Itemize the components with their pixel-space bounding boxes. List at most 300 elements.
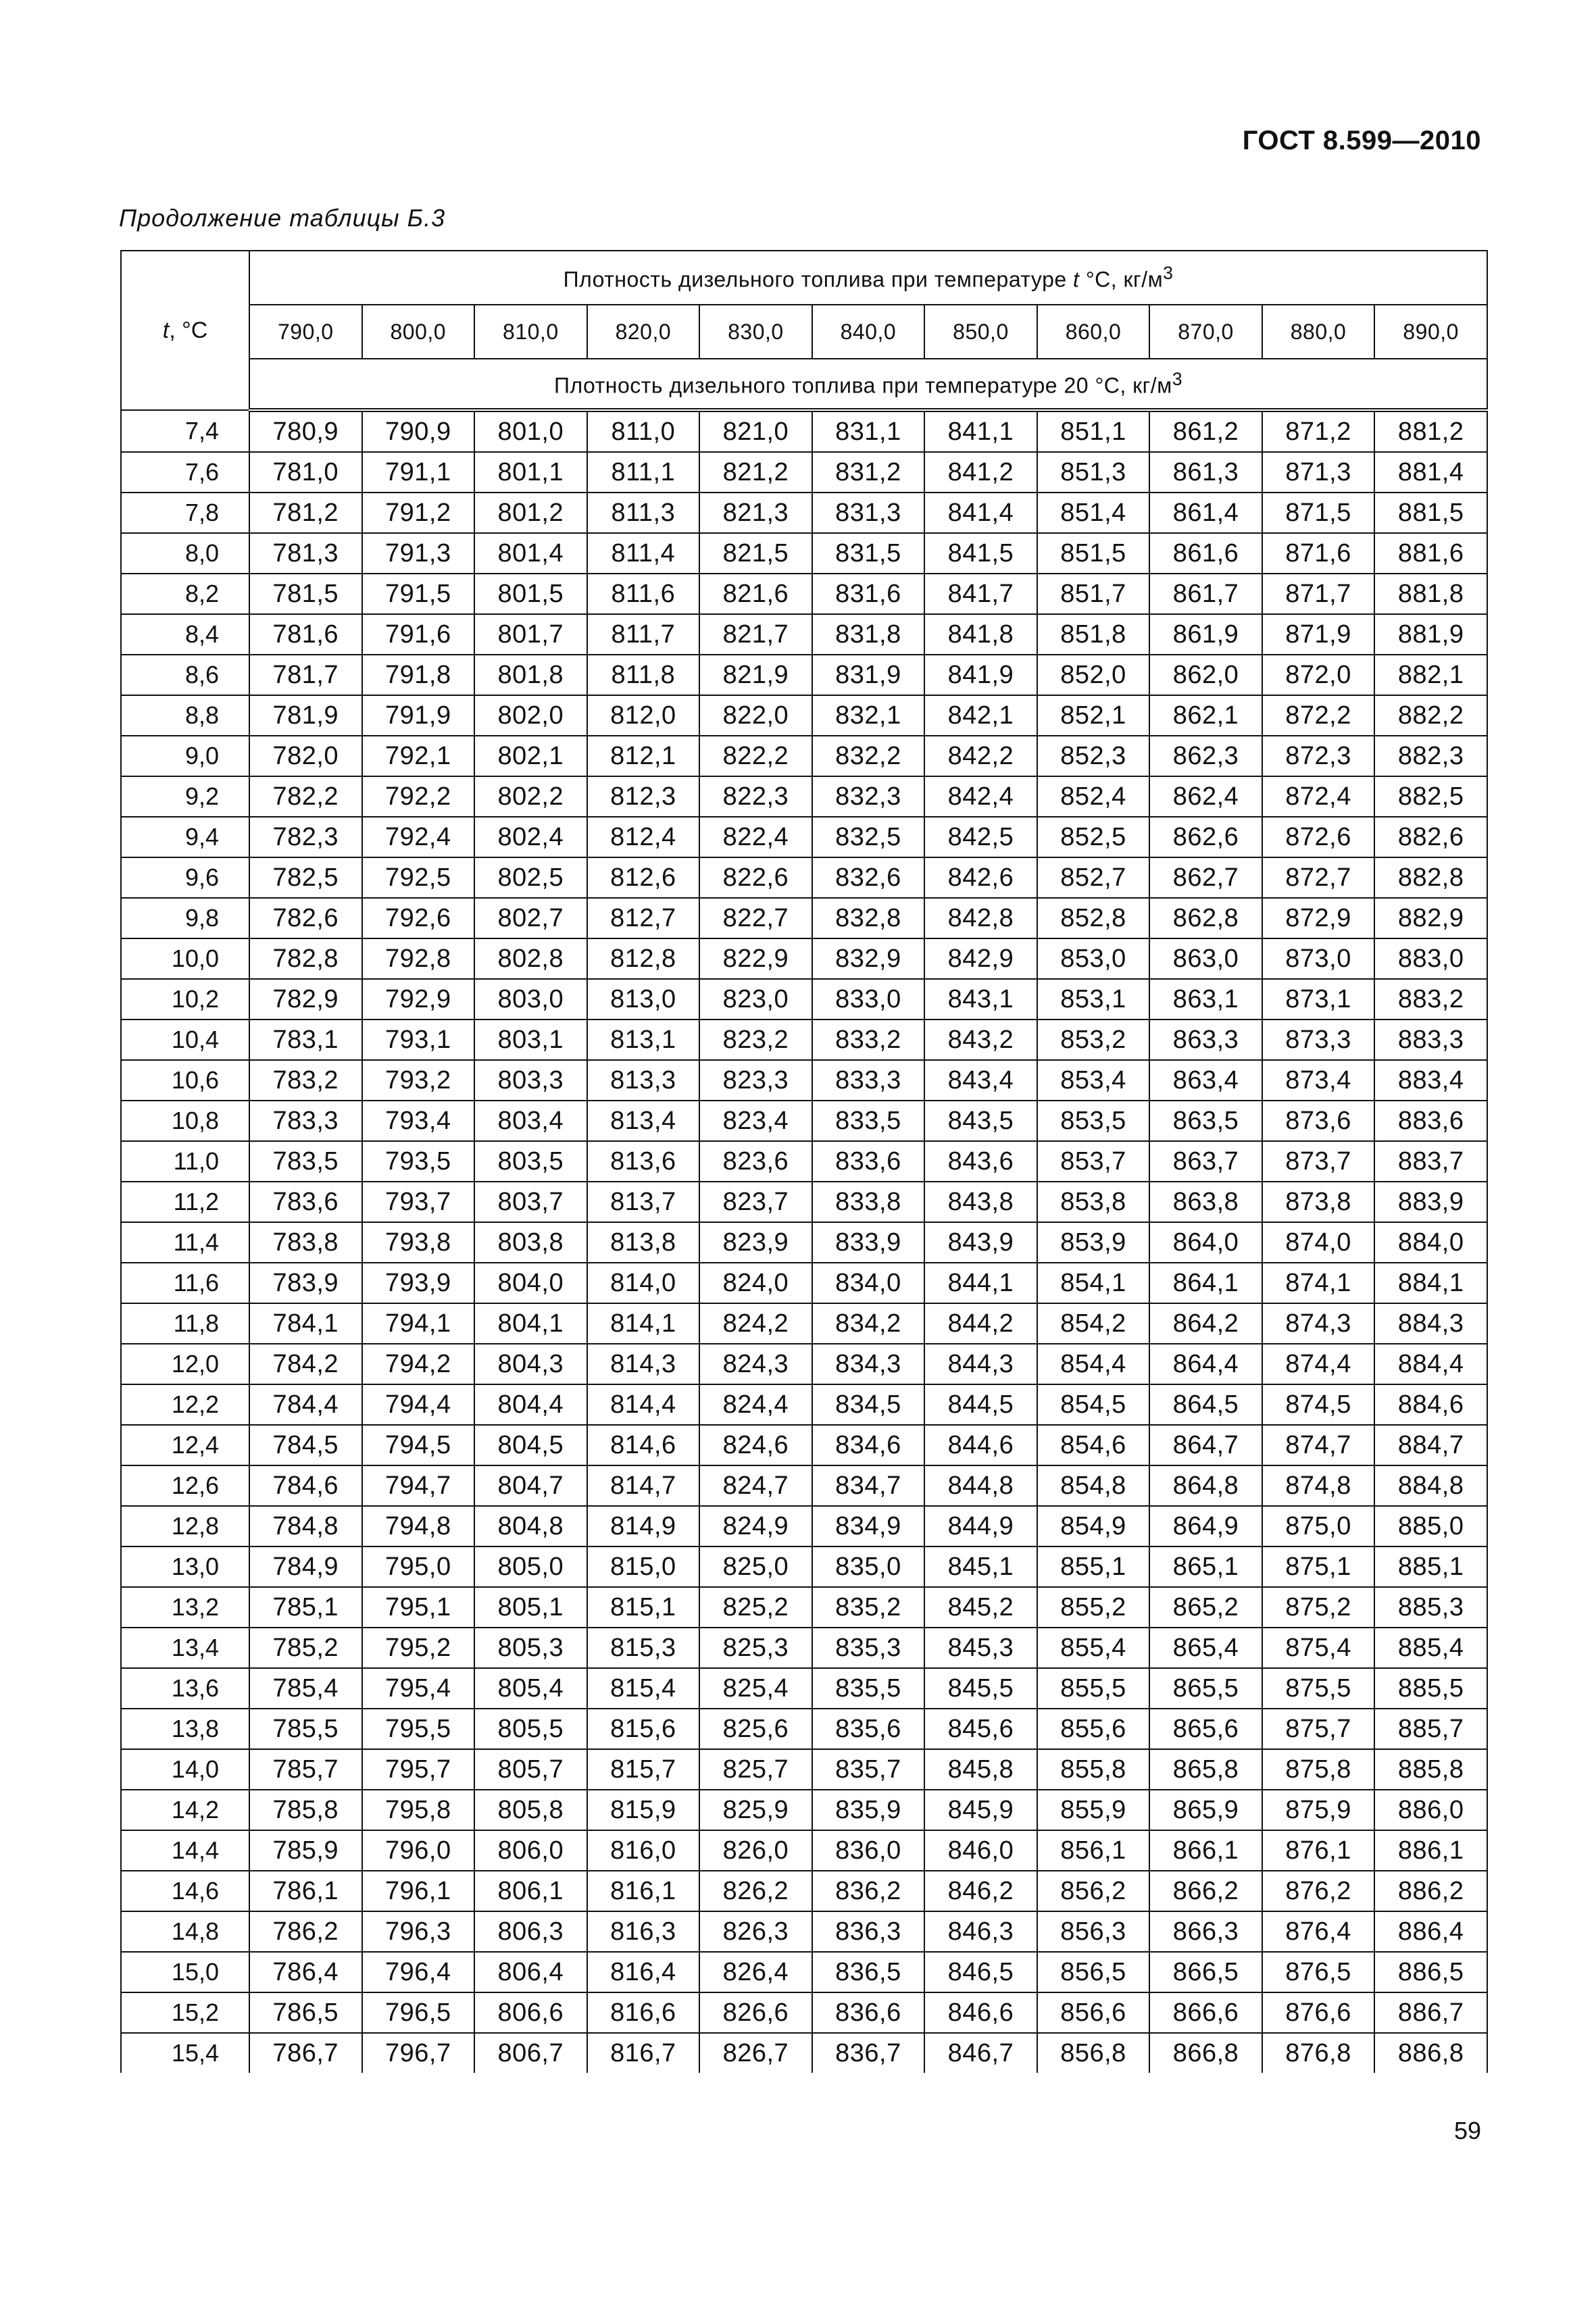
density-cell: 881,9: [1374, 614, 1487, 655]
density-cell: 883,9: [1374, 1182, 1487, 1222]
density-columns-row: [121, 305, 1487, 359]
density-cell: 842,4: [924, 776, 1037, 817]
density-cell: 806,7: [474, 2033, 587, 2073]
density-cell: 812,0: [587, 695, 700, 736]
temperature-cell: 15,4: [121, 2033, 249, 2073]
density-cell: 783,1: [249, 1020, 362, 1060]
document-code: ГОСТ 8.599—2010: [1242, 126, 1481, 155]
density-cell: 833,5: [812, 1101, 925, 1141]
density-cell: 862,6: [1149, 817, 1262, 857]
density-cell: 883,2: [1374, 979, 1487, 1020]
density-cell: 845,5: [924, 1668, 1037, 1709]
table-row: [121, 1749, 1487, 1790]
table-row: [121, 1871, 1487, 1911]
temperature-cell: 12,0: [121, 1344, 249, 1384]
density-cell: 786,1: [249, 1871, 362, 1911]
table-row: [121, 1587, 1487, 1628]
density-cell: 862,7: [1149, 857, 1262, 898]
density-cell: 886,7: [1374, 1992, 1487, 2033]
density-cell: 785,5: [249, 1709, 362, 1749]
density-cell: 791,5: [362, 574, 475, 614]
density-cell: 832,6: [812, 857, 925, 898]
density-cell: 811,6: [587, 574, 700, 614]
density-cell: 794,8: [362, 1506, 475, 1546]
density-cell: 876,2: [1262, 1871, 1375, 1911]
density-cell: 831,1: [812, 410, 925, 452]
density-cell: 825,0: [699, 1546, 812, 1587]
density-cell: 811,3: [587, 493, 700, 533]
density-cell: 855,2: [1037, 1587, 1150, 1628]
density-cell: 796,1: [362, 1871, 475, 1911]
density-cell: 865,5: [1149, 1668, 1262, 1709]
density-cell: 854,6: [1037, 1425, 1150, 1465]
page-number: 59: [1453, 2117, 1481, 2144]
density-cell: 793,2: [362, 1060, 475, 1101]
density-cell: 835,0: [812, 1546, 925, 1587]
density-cell: 812,3: [587, 776, 700, 817]
density-column-header: 800,0: [362, 305, 475, 359]
density-cell: 783,3: [249, 1101, 362, 1141]
density-cell: 842,5: [924, 817, 1037, 857]
density-cell: 794,5: [362, 1425, 475, 1465]
density-cell: 856,1: [1037, 1830, 1150, 1871]
table-row: [121, 736, 1487, 776]
density-cell: 805,5: [474, 1709, 587, 1749]
density-cell: 856,5: [1037, 1952, 1150, 1992]
density-cell: 883,6: [1374, 1101, 1487, 1141]
density-cell: 834,0: [812, 1263, 925, 1303]
density-cell: 852,3: [1037, 736, 1150, 776]
density-cell: 802,5: [474, 857, 587, 898]
density-cell: 792,9: [362, 979, 475, 1020]
density-cell: 825,3: [699, 1628, 812, 1668]
density-cell: 862,3: [1149, 736, 1262, 776]
table-row: [121, 655, 1487, 695]
density-column-header: 810,0: [474, 305, 587, 359]
density-cell: 861,2: [1149, 410, 1262, 452]
density-cell: 871,5: [1262, 493, 1375, 533]
density-cell: 884,0: [1374, 1222, 1487, 1263]
temperature-cell: 14,2: [121, 1790, 249, 1830]
table-row: [121, 1952, 1487, 1992]
density-cell: 812,1: [587, 736, 700, 776]
density-cell: 821,0: [699, 410, 812, 452]
density-cell: 823,9: [699, 1222, 812, 1263]
temperature-cell: 12,4: [121, 1425, 249, 1465]
table-row: [121, 695, 1487, 736]
density-cell: 844,2: [924, 1303, 1037, 1344]
density-cell: 780,9: [249, 410, 362, 452]
density-cell: 863,3: [1149, 1020, 1262, 1060]
density-cell: 836,5: [812, 1952, 925, 1992]
temperature-cell: 14,4: [121, 1830, 249, 1871]
density-cell: 842,6: [924, 857, 1037, 898]
density-cell: 844,3: [924, 1344, 1037, 1384]
density-cell: 804,7: [474, 1465, 587, 1506]
density-cell: 791,1: [362, 452, 475, 493]
temperature-cell: 10,8: [121, 1101, 249, 1141]
table-row: [121, 1141, 1487, 1182]
density-cell: 846,6: [924, 1992, 1037, 2033]
density-column-header: 880,0: [1262, 305, 1375, 359]
density-cell: 804,5: [474, 1425, 587, 1465]
density-cell: 835,6: [812, 1709, 925, 1749]
density-cell: 822,7: [699, 898, 812, 938]
density-cell: 832,2: [812, 736, 925, 776]
density-at-t-header: Плотность дизельного топлива при температуре t °С, $кг/м^3$: [249, 251, 1487, 305]
temperature-cell: 13,2: [121, 1587, 249, 1628]
density-cell: 811,1: [587, 452, 700, 493]
density-cell: 811,0: [587, 410, 700, 452]
density-cell: 841,5: [924, 533, 1037, 574]
density-cell: 825,6: [699, 1709, 812, 1749]
density-cell: 875,2: [1262, 1587, 1375, 1628]
density-cell: 781,2: [249, 493, 362, 533]
density-cell: 784,2: [249, 1344, 362, 1384]
density-cell: 813,8: [587, 1222, 700, 1263]
density-cell: 872,6: [1262, 817, 1375, 857]
density-cell: 884,6: [1374, 1384, 1487, 1425]
density-cell: 846,2: [924, 1871, 1037, 1911]
temperature-cell: 8,2: [121, 574, 249, 614]
density-cell: 831,9: [812, 655, 925, 695]
density-cell: 822,4: [699, 817, 812, 857]
density-cell: 865,8: [1149, 1749, 1262, 1790]
density-cell: 806,6: [474, 1992, 587, 2033]
temperature-cell: 8,0: [121, 533, 249, 574]
density-cell: 854,2: [1037, 1303, 1150, 1344]
density-cell: 803,7: [474, 1182, 587, 1222]
density-cell: 882,5: [1374, 776, 1487, 817]
density-cell: 821,3: [699, 493, 812, 533]
density-cell: 816,7: [587, 2033, 700, 2073]
density-cell: 834,6: [812, 1425, 925, 1465]
density-cell: 812,8: [587, 938, 700, 979]
density-cell: 796,7: [362, 2033, 475, 2073]
density-cell: 843,9: [924, 1222, 1037, 1263]
density-cell: 823,7: [699, 1182, 812, 1222]
density-cell: 833,0: [812, 979, 925, 1020]
density-cell: 862,1: [1149, 695, 1262, 736]
density-cell: 875,9: [1262, 1790, 1375, 1830]
table-row: [121, 1668, 1487, 1709]
density-cell: 801,1: [474, 452, 587, 493]
table-row: [121, 410, 1487, 452]
density-cell: 852,7: [1037, 857, 1150, 898]
density-cell: 782,6: [249, 898, 362, 938]
temperature-cell: 13,8: [121, 1709, 249, 1749]
density-cell: 864,5: [1149, 1384, 1262, 1425]
density-cell: 795,2: [362, 1628, 475, 1668]
density-cell: 821,9: [699, 655, 812, 695]
density-cell: 873,1: [1262, 979, 1375, 1020]
temperature-cell: 11,2: [121, 1182, 249, 1222]
density-cell: 886,0: [1374, 1790, 1487, 1830]
density-cell: 833,3: [812, 1060, 925, 1101]
density-cell: 873,4: [1262, 1060, 1375, 1101]
density-cell: 801,7: [474, 614, 587, 655]
density-cell: 864,0: [1149, 1222, 1262, 1263]
density-column-header: 790,0: [249, 305, 362, 359]
density-cell: 875,1: [1262, 1546, 1375, 1587]
table-row: [121, 1060, 1487, 1101]
density-cell: 783,9: [249, 1263, 362, 1303]
density-cell: 885,3: [1374, 1587, 1487, 1628]
density-cell: 864,8: [1149, 1465, 1262, 1506]
density-cell: 814,9: [587, 1506, 700, 1546]
density-cell: 874,3: [1262, 1303, 1375, 1344]
density-cell: 846,7: [924, 2033, 1037, 2073]
density-cell: 792,4: [362, 817, 475, 857]
density-cell: 853,1: [1037, 979, 1150, 1020]
density-cell: 881,4: [1374, 452, 1487, 493]
density-cell: 835,3: [812, 1628, 925, 1668]
table-row: [121, 574, 1487, 614]
density-cell: 805,0: [474, 1546, 587, 1587]
temperature-cell: 10,0: [121, 938, 249, 979]
density-cell: 786,7: [249, 2033, 362, 2073]
density-cell: 874,7: [1262, 1425, 1375, 1465]
density-cell: 864,9: [1149, 1506, 1262, 1546]
density-cell: 846,5: [924, 1952, 1037, 1992]
table-row: [121, 898, 1487, 938]
table-row: [121, 857, 1487, 898]
density-cell: 834,5: [812, 1384, 925, 1425]
density-cell: 794,4: [362, 1384, 475, 1425]
density-cell: 855,1: [1037, 1546, 1150, 1587]
density-cell: 881,8: [1374, 574, 1487, 614]
table-header: [121, 251, 1487, 410]
table-row: [121, 1546, 1487, 1587]
density-cell: 881,6: [1374, 533, 1487, 574]
density-cell: 862,0: [1149, 655, 1262, 695]
density-cell: 886,8: [1374, 2033, 1487, 2073]
density-cell: 801,8: [474, 655, 587, 695]
density-cell: 861,7: [1149, 574, 1262, 614]
density-cell: 874,1: [1262, 1263, 1375, 1303]
density-cell: 844,6: [924, 1425, 1037, 1465]
density-cell: 786,2: [249, 1911, 362, 1952]
density-cell: 872,2: [1262, 695, 1375, 736]
density-cell: 854,1: [1037, 1263, 1150, 1303]
density-cell: 886,2: [1374, 1871, 1487, 1911]
table-row: [121, 1830, 1487, 1871]
density-cell: 794,1: [362, 1303, 475, 1344]
density-column-header: 840,0: [812, 305, 925, 359]
density-cell: 803,0: [474, 979, 587, 1020]
temperature-cell: 11,0: [121, 1141, 249, 1182]
temperature-cell: 13,0: [121, 1546, 249, 1587]
density-cell: 853,4: [1037, 1060, 1150, 1101]
density-cell: 791,6: [362, 614, 475, 655]
density-cell: 781,3: [249, 533, 362, 574]
density-cell: 876,5: [1262, 1952, 1375, 1992]
density-cell: 866,2: [1149, 1871, 1262, 1911]
temperature-cell: 8,6: [121, 655, 249, 695]
density-column-header: 870,0: [1149, 305, 1262, 359]
density-cell: 874,8: [1262, 1465, 1375, 1506]
temperature-cell: 13,4: [121, 1628, 249, 1668]
density-cell: 842,9: [924, 938, 1037, 979]
density-cell: 804,4: [474, 1384, 587, 1425]
density-cell: 873,3: [1262, 1020, 1375, 1060]
density-cell: 865,4: [1149, 1628, 1262, 1668]
density-cell: 832,5: [812, 817, 925, 857]
density-cell: 876,1: [1262, 1830, 1375, 1871]
density-cell: 794,7: [362, 1465, 475, 1506]
density-cell: 824,9: [699, 1506, 812, 1546]
temperature-cell: 14,0: [121, 1749, 249, 1790]
table-row: [121, 1101, 1487, 1141]
density-cell: 793,9: [362, 1263, 475, 1303]
density-cell: 873,0: [1262, 938, 1375, 979]
density-cell: 795,7: [362, 1749, 475, 1790]
density-cell: 845,3: [924, 1628, 1037, 1668]
density-cell: 781,0: [249, 452, 362, 493]
density-cell: 831,2: [812, 452, 925, 493]
density-cell: 845,6: [924, 1709, 1037, 1749]
density-cell: 862,4: [1149, 776, 1262, 817]
density-cell: 844,8: [924, 1465, 1037, 1506]
table-row: [121, 1182, 1487, 1222]
temperature-cell: 9,2: [121, 776, 249, 817]
density-cell: 814,4: [587, 1384, 700, 1425]
density-cell: 803,5: [474, 1141, 587, 1182]
density-cell: 835,2: [812, 1587, 925, 1628]
density-cell: 834,3: [812, 1344, 925, 1384]
density-cell: 876,4: [1262, 1911, 1375, 1952]
density-cell: 791,8: [362, 655, 475, 695]
density-cell: 872,0: [1262, 655, 1375, 695]
density-cell: 842,1: [924, 695, 1037, 736]
temperature-cell: 9,8: [121, 898, 249, 938]
density-cell: 865,1: [1149, 1546, 1262, 1587]
density-cell: 795,8: [362, 1790, 475, 1830]
density-cell: 793,7: [362, 1182, 475, 1222]
density-cell: 863,5: [1149, 1101, 1262, 1141]
table-row: [121, 1992, 1487, 2033]
density-cell: 815,3: [587, 1628, 700, 1668]
density-cell: 801,0: [474, 410, 587, 452]
density-cell: 806,0: [474, 1830, 587, 1871]
density-cell: 854,5: [1037, 1384, 1150, 1425]
density-cell: 864,7: [1149, 1425, 1262, 1465]
table-row: [121, 2033, 1487, 2073]
density-cell: 822,6: [699, 857, 812, 898]
density-cell: 882,8: [1374, 857, 1487, 898]
density-cell: 843,8: [924, 1182, 1037, 1222]
density-cell: 785,4: [249, 1668, 362, 1709]
density-cell: 792,6: [362, 898, 475, 938]
temperature-cell: 15,2: [121, 1992, 249, 2033]
density-table-container: [120, 250, 1488, 2073]
density-cell: 783,2: [249, 1060, 362, 1101]
density-cell: 863,4: [1149, 1060, 1262, 1101]
density-cell: 874,0: [1262, 1222, 1375, 1263]
density-cell: 871,7: [1262, 574, 1375, 614]
table-row: [121, 1790, 1487, 1830]
density-cell: 836,2: [812, 1871, 925, 1911]
table-row: [121, 1709, 1487, 1749]
density-cell: 815,7: [587, 1749, 700, 1790]
density-cell: 871,6: [1262, 533, 1375, 574]
density-cell: 833,8: [812, 1182, 925, 1222]
density-cell: 866,5: [1149, 1952, 1262, 1992]
density-cell: 841,2: [924, 452, 1037, 493]
density-cell: 856,6: [1037, 1992, 1150, 2033]
density-cell: 793,5: [362, 1141, 475, 1182]
density-cell: 805,1: [474, 1587, 587, 1628]
density-cell: 861,9: [1149, 614, 1262, 655]
density-cell: 814,6: [587, 1425, 700, 1465]
density-cell: 784,8: [249, 1506, 362, 1546]
density-cell: 885,8: [1374, 1749, 1487, 1790]
density-cell: 822,3: [699, 776, 812, 817]
density-cell: 821,2: [699, 452, 812, 493]
density-cell: 865,6: [1149, 1709, 1262, 1749]
density-cell: 816,0: [587, 1830, 700, 1871]
density-cell: 863,0: [1149, 938, 1262, 979]
density-cell: 842,8: [924, 898, 1037, 938]
density-cell: 823,3: [699, 1060, 812, 1101]
table-row: [121, 493, 1487, 533]
density-cell: 852,0: [1037, 655, 1150, 695]
density-cell: 825,4: [699, 1668, 812, 1709]
density-cell: 781,5: [249, 574, 362, 614]
density-cell: 863,8: [1149, 1182, 1262, 1222]
density-cell: 865,2: [1149, 1587, 1262, 1628]
density-cell: 791,3: [362, 533, 475, 574]
density-cell: 786,5: [249, 1992, 362, 2033]
density-cell: 834,9: [812, 1506, 925, 1546]
density-cell: 885,7: [1374, 1709, 1487, 1749]
density-cell: 806,4: [474, 1952, 587, 1992]
density-cell: 823,4: [699, 1101, 812, 1141]
density-cell: 832,8: [812, 898, 925, 938]
density-cell: 851,3: [1037, 452, 1150, 493]
density-cell: 785,9: [249, 1830, 362, 1871]
density-cell: 844,1: [924, 1263, 1037, 1303]
temperature-cell: 7,4: [121, 410, 249, 452]
density-cell: 864,4: [1149, 1344, 1262, 1384]
density-cell: 803,3: [474, 1060, 587, 1101]
density-cell: 882,6: [1374, 817, 1487, 857]
density-cell: 803,1: [474, 1020, 587, 1060]
density-cell: 844,9: [924, 1506, 1037, 1546]
density-cell: 856,3: [1037, 1911, 1150, 1952]
density-cell: 852,1: [1037, 695, 1150, 736]
table-body: [121, 410, 1487, 2073]
density-cell: 822,0: [699, 695, 812, 736]
density-cell: 863,7: [1149, 1141, 1262, 1182]
density-cell: 832,3: [812, 776, 925, 817]
density-cell: 825,9: [699, 1790, 812, 1830]
density-cell: 834,7: [812, 1465, 925, 1506]
density-cell: 792,1: [362, 736, 475, 776]
density-cell: 834,2: [812, 1303, 925, 1344]
density-cell: 851,4: [1037, 493, 1150, 533]
density-cell: 864,2: [1149, 1303, 1262, 1344]
density-cell: 821,6: [699, 574, 812, 614]
table-row: [121, 1384, 1487, 1425]
density-cell: 832,1: [812, 695, 925, 736]
density-cell: 875,0: [1262, 1506, 1375, 1546]
density-cell: 784,4: [249, 1384, 362, 1425]
temperature-cell: 10,4: [121, 1020, 249, 1060]
density-cell: 826,7: [699, 2033, 812, 2073]
density-cell: 871,9: [1262, 614, 1375, 655]
density-cell: 886,1: [1374, 1830, 1487, 1871]
